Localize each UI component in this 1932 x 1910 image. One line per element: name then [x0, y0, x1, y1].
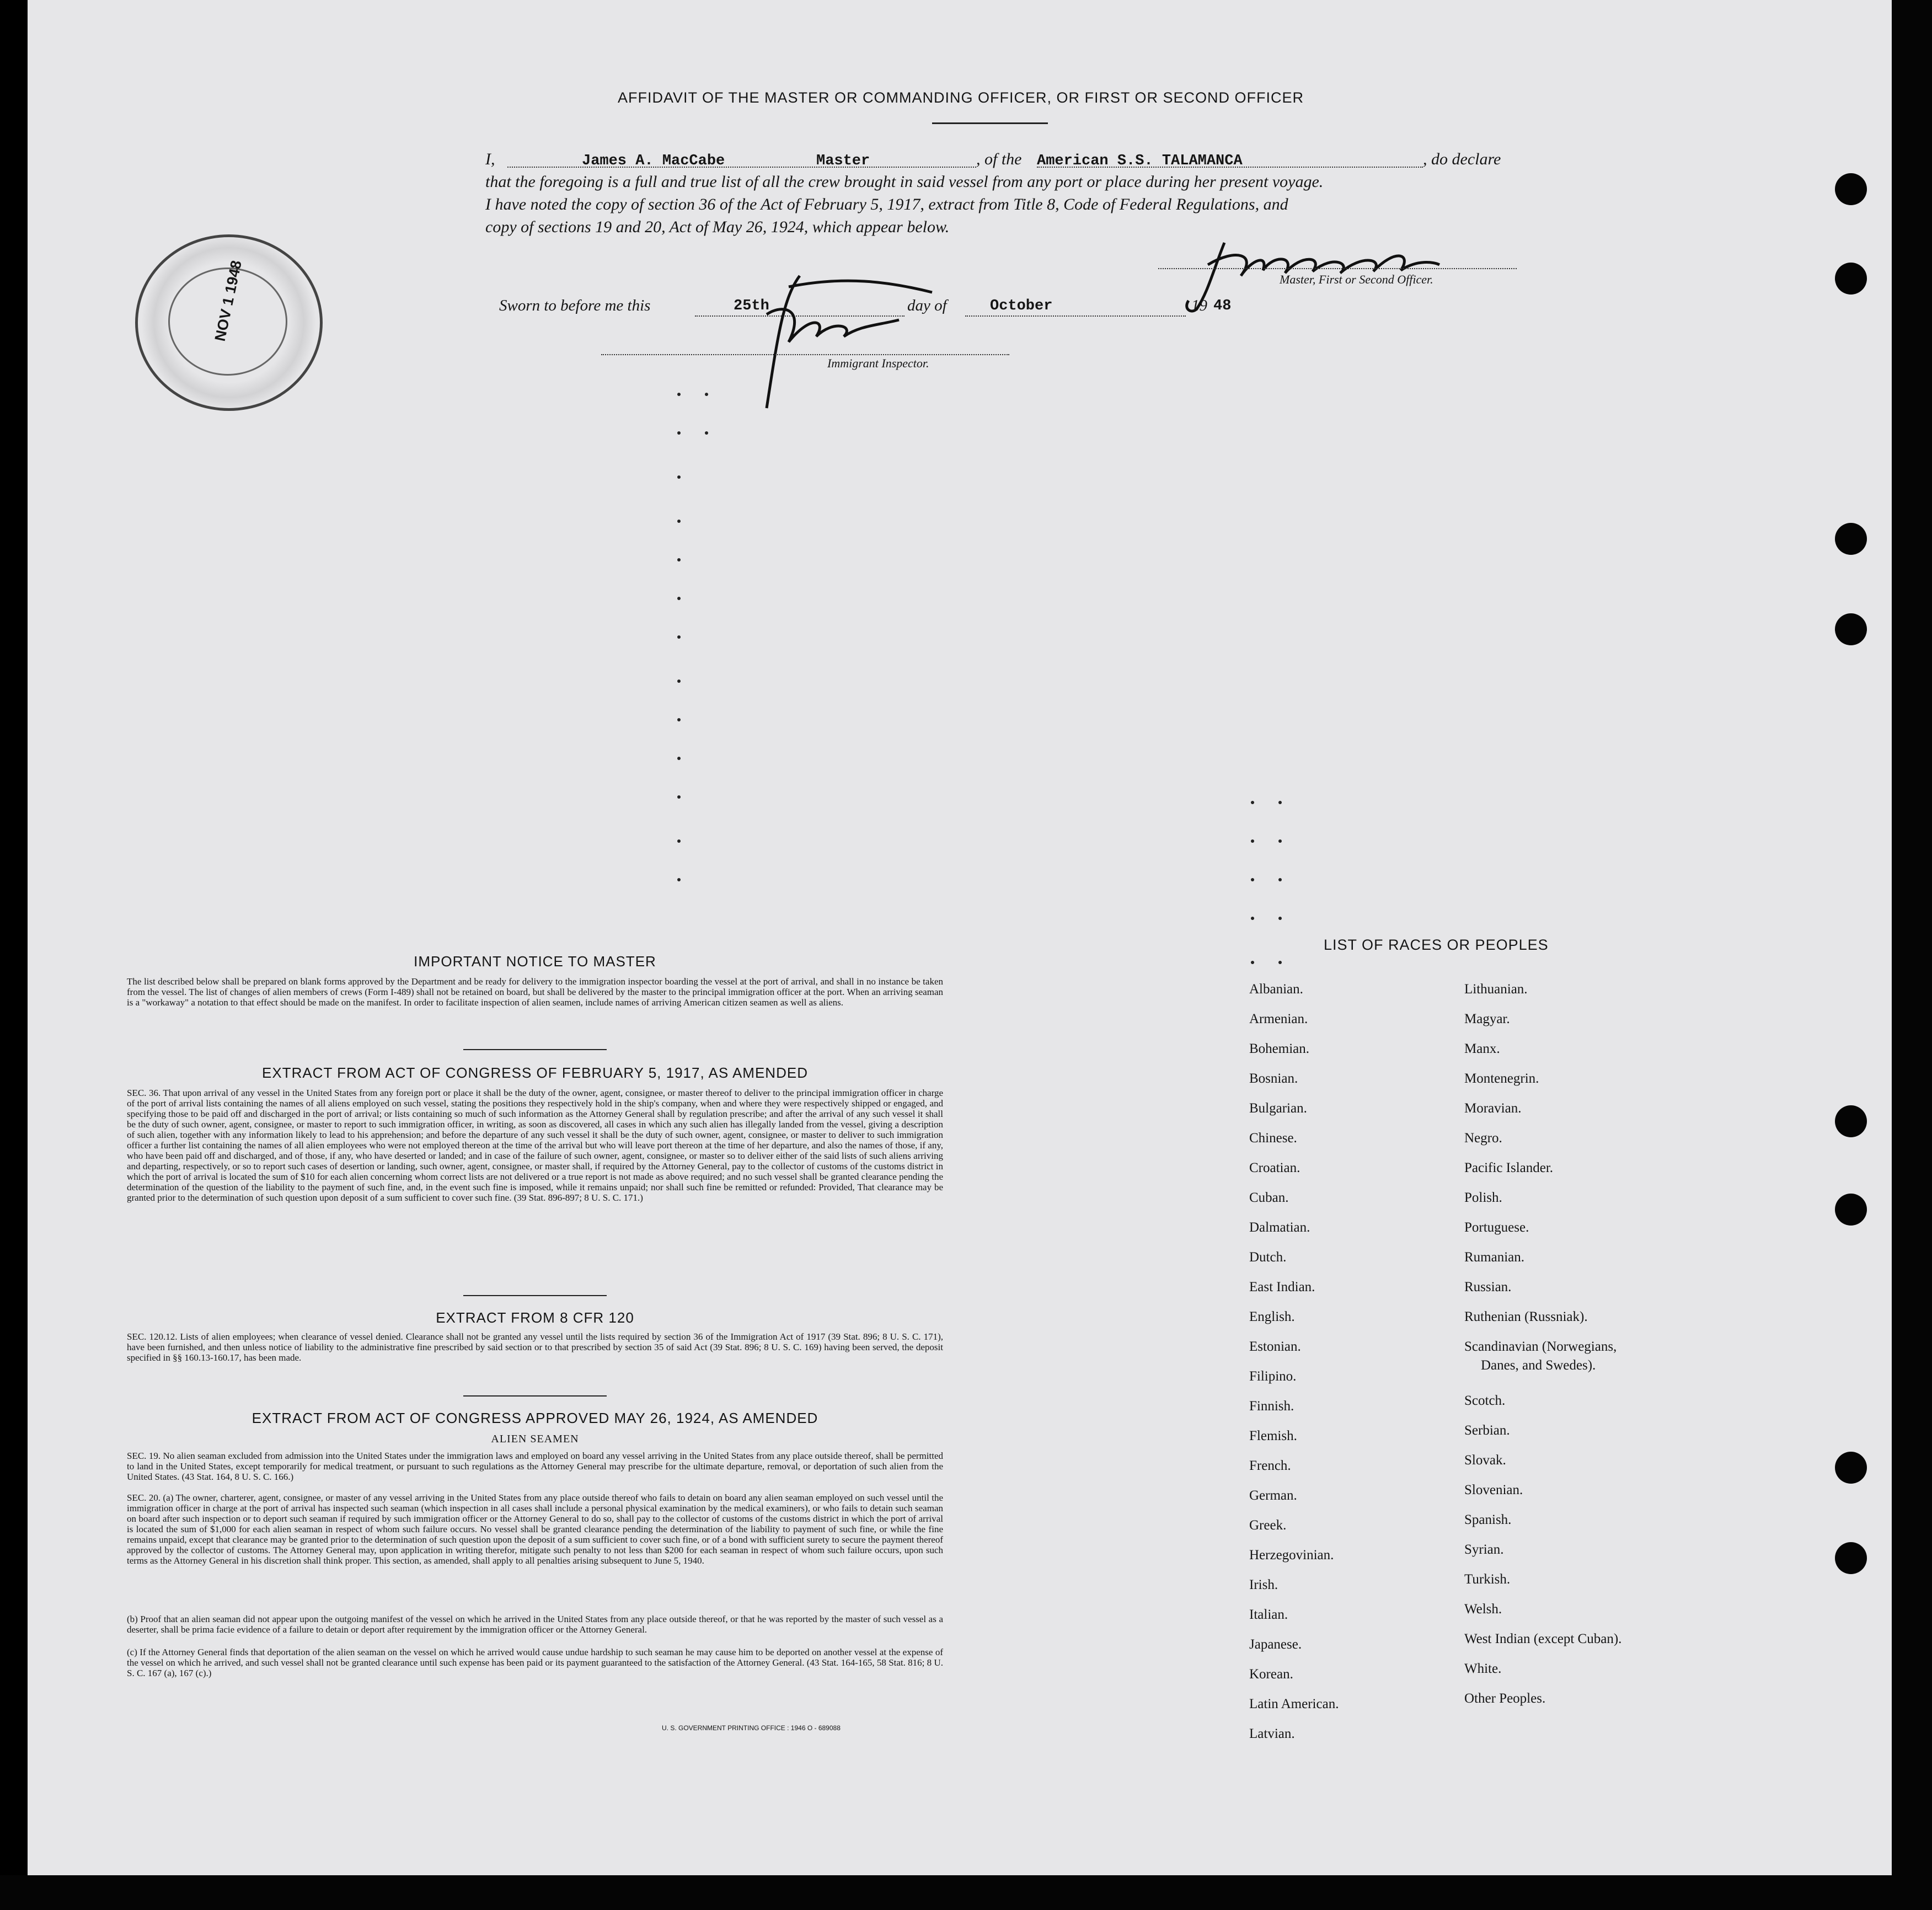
- race-item: Serbian.: [1464, 1423, 1510, 1438]
- race-item: Armenian.: [1249, 1012, 1308, 1026]
- date-stamp: [135, 234, 323, 411]
- punch-hole: [1835, 263, 1867, 295]
- race-item: Latin American.: [1249, 1697, 1339, 1711]
- form-dot: [677, 757, 681, 760]
- sworn-text: Sworn to before me this: [499, 297, 651, 314]
- race-item: Magyar.: [1464, 1012, 1510, 1026]
- race-item: Cuban.: [1249, 1190, 1289, 1205]
- vessel-name: American S.S. TALAMANCA: [1037, 153, 1243, 169]
- year-prefix: 19: [1191, 297, 1207, 314]
- title-rule: [932, 122, 1048, 124]
- race-item: Polish.: [1464, 1190, 1502, 1205]
- month-fill-line: [965, 315, 1186, 317]
- race-item: Spanish.: [1464, 1512, 1512, 1527]
- form-dot: [677, 839, 681, 843]
- declaration-line-2: that the foregoing is a full and true list of all the crew brought in said vessel from any port or place during her present voyage.: [485, 173, 1324, 191]
- punch-hole: [1835, 173, 1867, 205]
- form-dot: [1278, 917, 1282, 920]
- extract-1924-sec20b: (b) Proof that an alien seaman did not appear upon the outgoing manifest of the vessel on which he arrived in the United States from any place outside thereof, or that he was reported by the master of such vessel as a deserter, shall be prima facie evidence of a failure to detain or deport after requirement by the immigration officer or the Attorney General.: [127, 1614, 943, 1635]
- form-dot: [677, 558, 681, 561]
- race-item: Welsh.: [1464, 1602, 1502, 1617]
- inspector-caption: Immigrant Inspector.: [827, 356, 929, 370]
- extract-1924-subtitle: ALIEN SEAMEN: [491, 1433, 579, 1445]
- extract-1924-sec20c: (c) If the Attorney General finds that deportation of the alien seaman on the vessel on which he arrived would cause undue hardship to such seaman he may cause him to be deported on another vessel at the expense of the vessel on which he arrived, and such vessel shall not be granted clearance until such expense has been paid or its payment guaranteed to the satisfaction of the Attorney General. (43 Stat. 164-165, 58 Stat. 816; 8 U. S. C. 167 (a), 167 (c).): [127, 1647, 943, 1678]
- race-item: Japanese.: [1249, 1637, 1302, 1652]
- races-title: LIST OF RACES OR PEOPLES: [1324, 937, 1549, 953]
- extract-1924-title: EXTRACT FROM ACT OF CONGRESS APPROVED MAY 26, 1924, AS AMENDED: [251, 1410, 818, 1426]
- punch-hole: [1835, 1452, 1867, 1484]
- race-item: White.: [1464, 1661, 1502, 1676]
- race-item: Irish.: [1249, 1577, 1278, 1592]
- scan-right-edge: [1892, 0, 1932, 1910]
- race-item: Korean.: [1249, 1667, 1293, 1682]
- form-dot: [1278, 878, 1282, 881]
- master-signature-line: [1158, 268, 1517, 269]
- race-item: Negro.: [1464, 1131, 1502, 1146]
- race-item: East Indian.: [1249, 1280, 1315, 1294]
- sworn-day: 25th: [734, 298, 769, 314]
- declaration-line-1: [485, 148, 1522, 170]
- form-dot: [677, 635, 681, 639]
- declaration-paragraph: [485, 148, 1522, 238]
- race-item: French.: [1249, 1458, 1291, 1473]
- race-item: Other Peoples.: [1464, 1691, 1546, 1706]
- notice-body: The list described below shall be prepared on blank forms approved by the Department and be ready for delivery to the immigration inspector boarding the vessel at the port of arrival, and shall in no instance be taken from the vessel. The list of changes of alien members of crews (Form I-489) shall not be retained on board, but shall be delivered by the master to the principal immigration officer at the port. When an arriving seaman is a "workaway" a notation to that effect should be made on the manifest. In order to facilitate inspection of alien seamen, include names of arriving American citizen seamen as well as aliens.: [127, 976, 943, 1008]
- race-item: Bulgarian.: [1249, 1101, 1307, 1116]
- form-dot: [1251, 839, 1254, 843]
- master-caption: Master, First or Second Officer.: [1280, 272, 1433, 286]
- punch-hole: [1835, 1105, 1867, 1137]
- form-dot: [705, 431, 708, 435]
- form-dot: [677, 520, 681, 523]
- declaration-line-3: I have noted the copy of section 36 of the Act of February 5, 1917, extract from Title 8, Code of Federal Regulations, and: [485, 195, 1288, 213]
- race-item: Portuguese.: [1464, 1220, 1529, 1235]
- race-item: Albanian.: [1249, 982, 1303, 997]
- name-fill-line: [507, 167, 976, 168]
- race-item: Croatian.: [1249, 1160, 1301, 1175]
- date-stamp-date: NOV 1 1948: [211, 259, 245, 343]
- race-item: Ruthenian (Russniak).: [1464, 1309, 1588, 1324]
- extract-1917-rule: [463, 1295, 607, 1296]
- race-item: Scandinavian (Norwegians,: [1464, 1339, 1617, 1354]
- extract-cfr-title: EXTRACT FROM 8 CFR 120: [436, 1309, 634, 1326]
- race-item: Bohemian.: [1249, 1041, 1310, 1056]
- extract-cfr-body: SEC. 120.12. Lists of alien employees; when clearance of vessel denied. Clearance shall not be granted any vessel until the lists required by section 36 of the Immigration Act of 1917 (39 Stat. 896; 8 U. S. C. 171), have been furnished, and then unless notice of liability to the administrative fine prescribed by said section or to that prescribed by section 35 of said Act (39 Stat. 896; 8 U. S. C. 169) having been served, the deposit specified in §§ 160.13-160.17, has been made.: [127, 1331, 943, 1363]
- sworn-month: October: [990, 298, 1053, 314]
- race-item: Bosnian.: [1249, 1071, 1298, 1086]
- race-item: Turkish.: [1464, 1572, 1511, 1587]
- form-dot: [677, 718, 681, 721]
- master-rank: Master: [816, 153, 870, 169]
- declaration-line-4: copy of sections 19 and 20, Act of May 26, 1924, which appear below.: [485, 218, 950, 236]
- form-dot: [1278, 839, 1282, 843]
- race-item: Dutch.: [1249, 1250, 1287, 1265]
- do-declare-text: , do declare: [1423, 150, 1501, 168]
- form-dot: [1278, 961, 1282, 964]
- declaration-prefix: I,: [485, 150, 495, 168]
- form-dot: [677, 597, 681, 600]
- punch-hole: [1835, 1194, 1867, 1226]
- race-item: Finnish.: [1249, 1399, 1294, 1414]
- of-the-text: , of the: [976, 150, 1022, 168]
- extract-1924-sec20a: SEC. 20. (a) The owner, charterer, agent, consignee, or master of any vessel arriving in the United States from any place outside thereof who fails to detain on board any alien seaman employed on such vessel until the immigration officer in charge at the port of arrival has inspected such seaman (which inspection in all cases shall include a personal physical examination by the medical examiners), or who fails to detain such seaman on board after such inspection or to deport such seaman if required by such immigration officer or the Attorney General to do so, shall pay to the collector of customs of the customs district in which the port of arrival is located the sum of $1,000 for each alien seaman in respect of whom such failure occurs. No vessel shall be granted clearance pending the determination of the liability to payment of such fine, or while the fine remains unpaid, except that clearance may be granted prior to the determination of such question upon the deposit of a sum sufficient to cover such fine, or of a bond with sufficient surety to secure the payment thereof approved by the collector of customs. The Attorney General may, upon application in writing therefor, mitigate such penalty to not less than $200 for each seaman in respect of whom such failure occurs, upon such terms as the Attorney General in his discretion shall think proper. This section, as amended, shall apply to all penalties arising subsequent to June 5, 1940.: [127, 1492, 943, 1566]
- race-item: Manx.: [1464, 1041, 1500, 1056]
- day-of-text: day of: [907, 297, 947, 314]
- race-item: Moravian.: [1464, 1101, 1522, 1116]
- inspector-signature: [734, 265, 954, 419]
- race-item: Italian.: [1249, 1607, 1288, 1622]
- race-item: Danes, and Swedes).: [1481, 1358, 1596, 1373]
- race-item: German.: [1249, 1488, 1297, 1503]
- extract-cfr-rule: [463, 1395, 607, 1397]
- race-item: Estonian.: [1249, 1339, 1301, 1354]
- printing-office-footer: U. S. GOVERNMENT PRINTING OFFICE : 1946 O - 689088: [662, 1724, 841, 1732]
- race-item: Rumanian.: [1464, 1250, 1525, 1265]
- form-dot: [677, 393, 681, 396]
- vessel-fill-line: [1037, 167, 1423, 168]
- race-item: Lithuanian.: [1464, 982, 1528, 997]
- punch-hole: [1835, 523, 1867, 555]
- race-item: Dalmatian.: [1249, 1220, 1310, 1235]
- document-sheet: [28, 0, 1892, 1875]
- race-item: Latvian.: [1249, 1726, 1295, 1741]
- race-item: West Indian (except Cuban).: [1464, 1631, 1622, 1646]
- form-dot: [677, 795, 681, 799]
- race-item: Filipino.: [1249, 1369, 1297, 1384]
- master-name: James A. MacCabe: [582, 153, 725, 169]
- race-item: Slovak.: [1464, 1453, 1506, 1468]
- race-item: Herzegovinian.: [1249, 1548, 1334, 1563]
- form-dot: [677, 680, 681, 683]
- affidavit-title: AFFIDAVIT OF THE MASTER OR COMMANDING OFFICER, OR FIRST OR SECOND OFFICER: [618, 89, 1304, 106]
- inspector-signature-line: [601, 354, 1009, 355]
- extract-1917-title: EXTRACT FROM ACT OF CONGRESS OF FEBRUARY 5, 1917, AS AMENDED: [262, 1064, 808, 1081]
- race-item: Russian.: [1464, 1280, 1512, 1294]
- race-item: Chinese.: [1249, 1131, 1297, 1146]
- race-item: Greek.: [1249, 1518, 1287, 1533]
- race-item: Slovenian.: [1464, 1483, 1523, 1497]
- form-dot: [677, 878, 681, 881]
- punch-hole: [1835, 613, 1867, 645]
- race-item: English.: [1249, 1309, 1295, 1324]
- form-dot: [677, 431, 681, 435]
- extract-1917-body: SEC. 36. That upon arrival of any vessel in the United States from any foreign port or place it shall be the duty of the owner, agent, consignee, or master thereof to deliver to the principal immigration officer in charge of the port of arrival lists containing the names of all aliens employed on such vessel, stating the positions they respectively hold in the ship's company, when and where they were respectively shipped or engaged, and specifying those to be paid off and discharged in the port of arrival; or lists containing so much of such information as the Attorney General shall by regulation prescribe; and after the arrival of any such vessel it shall be the duty of such owner, agent, consignee, or master to report to such immigration officer, in writing, as soon as discovered, all cases in which any such alien has illegally landed from the vessel, giving a description of such alien, together with any information likely to lead to his apprehension; and before the departure of any such vessel it shall be the duty of such owner, agent, consignee, or master to deliver to such immigration officer a further list containing the names of all alien employees who were not employed thereon at the time of the arrival but who will leave port thereon at the time of her departure, and also the names of those, if any, who have been paid off and discharged, and of those, if any, who have deserted or landed; and in case of the failure of such owner, agent, consignee, or master so to deliver either of the said lists of such aliens arriving and departing, respectively, or so to report such cases of desertion or landing, such owner, agent, consignee, or master shall, if required by the Attorney General, pay to the collector of customs of the customs district in which the port of arrival is located the sum of $10 for each alien concerning whom correct lists are not delivered or a true report is not made as above required; and no such vessel shall be granted clearance pending the determination of the question of the liability to the payment of such fine, and, in the event such fine is imposed, while it remains unpaid; nor shall such fine be remitted or refunded: Provided, That clearance may be granted prior to the determination of such question upon deposit of a sum sufficient to cover such fine. (39 Stat. 896-897; 8 U. S. C. 171.): [127, 1088, 943, 1203]
- extract-1924-sec19: SEC. 19. No alien seaman excluded from admission into the United States under the immigration laws and employed on board any vessel arriving in the United States from any place outside thereof, shall be permitted to land in the United States, except temporarily for medical treatment, or pursuant to such regulations as the Attorney General may prescribe for the ultimate departure, removal, or deportation of such alien from the United States. (43 Stat. 164, 8 U. S. C. 166.): [127, 1451, 943, 1482]
- notice-title: IMPORTANT NOTICE TO MASTER: [414, 953, 656, 970]
- punch-hole: [1835, 1542, 1867, 1574]
- form-dot: [677, 475, 681, 479]
- sworn-year: 48: [1213, 298, 1232, 314]
- form-dot: [1251, 801, 1254, 804]
- scan-bottom-edge: [0, 1875, 1932, 1910]
- form-dot: [1251, 878, 1254, 881]
- race-item: Montenegrin.: [1464, 1071, 1539, 1086]
- form-dot: [1278, 801, 1282, 804]
- form-dot: [1251, 917, 1254, 920]
- race-item: Flemish.: [1249, 1429, 1297, 1443]
- race-item: Syrian.: [1464, 1542, 1504, 1557]
- race-item: Pacific Islander.: [1464, 1160, 1554, 1175]
- form-dot: [1251, 961, 1254, 964]
- race-item: Scotch.: [1464, 1393, 1506, 1408]
- notice-rule: [463, 1049, 607, 1050]
- form-dot: [705, 393, 708, 396]
